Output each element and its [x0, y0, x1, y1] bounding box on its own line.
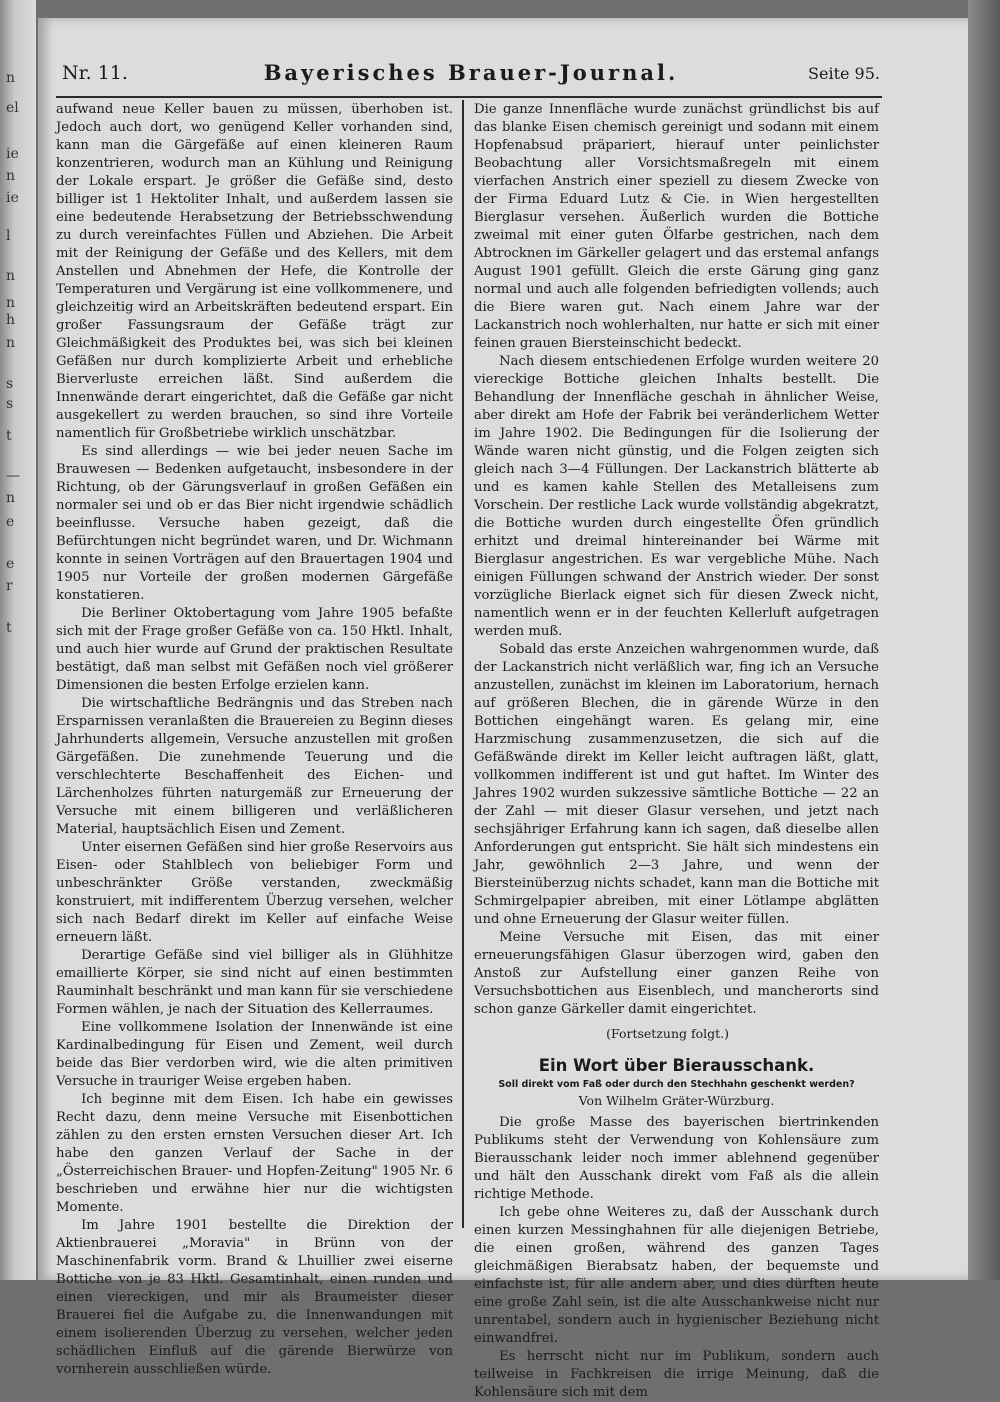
paragraph: Es sind allerdings — wie bei jeder neuen Sache im Brauwesen — Bedenken aufgetaucht, insbesondere in der Richtung, ob der Gärungsverlauf in großen Gefäßen ein normaler sei und ob er das Bier nicht irgendwie schädlich beeinflusse. Versuche haben gezeigt, daß die Befürchtungen nicht begründet waren, und Dr. Wichmann konnte in seinen Vorträgen auf den Brauertagen 1904 und 1905 nur Vorteile der großen modernen Gärgefäße konstatieren.: [56, 444, 453, 603]
article-subtitle: Soll direkt vom Faß oder durch den Stechhahn geschenkt werden?: [498, 1079, 855, 1090]
paragraph: Unter eisernen Gefäßen sind hier große Reservoirs aus Eisen- oder Stahlblech von beliebiger Form und unbeschränkter Größe verstanden, zweckmäßig konstruiert, mit indifferentem Überzug versehen, welcher sich nach Bedarf direkt im Keller auf einfache Weise erneuern läßt.: [56, 840, 453, 945]
edge-fragment: h: [6, 312, 16, 328]
article-author: Von Wilhelm Gräter-Würzburg.: [578, 1093, 775, 1108]
edge-fragment: s: [6, 396, 14, 412]
edge-fragment: r: [6, 578, 13, 594]
paragraph: Im Jahre 1901 bestellte die Direktion der Aktienbrauerei „Moravia" in Brünn von der Maschinenfabrik vorm. Brand & Lhuillier zwei eiserne Bottiche von je 83 Hktl. Gesamtinhalt, einen runden und einen viereckigen, und mir als Braumeister dieser Brauerei fiel die Aufgabe zu, die Innenwandungen mit einem isolierenden Überzug zu versehen, welcher jeden schädlichen Einfluß auf die gärende Bierwürze von vornherein ausschließen würde.: [56, 1218, 453, 1377]
edge-fragment: n: [6, 168, 16, 184]
paragraph: Es herrscht nicht nur im Publikum, sondern auch teilweise in Fachkreisen die irrige Meinung, daß die Kohlensäure sich mit dem: [474, 1349, 879, 1400]
edge-fragment: ie: [6, 146, 19, 162]
header-rule: [56, 96, 882, 98]
paragraph: Die große Masse des bayerischen biertrinkenden Publikums steht der Verwendung von Kohlensäure zum Bierausschank leider noch immer ablehnend gegenüber und hält den Ausschank direkt vom Faß als die allein richtige Methode.: [474, 1115, 879, 1202]
paragraph: aufwand neue Keller bauen zu müssen, überhoben ist. Jedoch auch dort, wo genügend Keller vorhanden sind, kann man die Gärgefäße auf einen kleineren Raum konzentrieren, wodurch man an Kühlung und Reinigung der Lokale erspart. Je größer die Gefäße sind, desto billiger ist 1 Hektoliter Inhalt, und außerdem lassen sie eine bedeutende Herabsetzung der Betriebsschwendung zu durch vereinfachtes Füllen und Abziehen. Die Arbeit mit der Reinigung der Gefäße und des Kellers, mit dem Anstellen und Abnehmen der Hefe, die Kontrolle der Temperaturen und Vergärung ist eine vollkommenere, und gleichzeitig wird an Arbeitskräften bedeutend erspart. Ein großer Fassungsraum der Gefäße trägt zur Gleichmäßigkeit des Produktes bei, was sich bei kleinen Gefäßen nur durch komplizierte Arbeit und erhebliche Bierverluste erreichen läßt. Sind außerdem die Innenwände derart eingerichtet, daß die Gefäße gar nicht ausgekellert zu werden brauchen, so sind ihre Vorteile namentlich für Großbetriebe wirklich unschätzbar.: [56, 102, 453, 441]
paragraph: Die wirtschaftliche Bedrängnis und das Streben nach Ersparnissen veranlaßten die Brauereien zu Beginn dieses Jahrhunderts allgemein, Versuche anzustellen mit großen Gärgefäßen. Die zunehmende Teuerung und die verschlechterte Beschaffenheit des Eichen- und Lärchenholzes führten naturgemäß zur Erneuerung der Versuche mit einem billigeren und verläßlicheren Material, hauptsächlich Eisen und Zement.: [56, 696, 453, 837]
paragraph: Nach diesem entschiedenen Erfolge wurden weitere 20 viereckige Bottiche gleichen Inhalts bestellt. Die Behandlung der Innenfläche geschah in ähnlicher Weise, aber direkt am Hofe der Fabrik bei veränderlichem Wetter im Jahre 1902. Die Bedingungen für die Isolierung der Wände waren nicht günstig, und die Folgen zeigten sich gleich nach 3—4 Füllungen. Der Lackanstrich blätterte ab und es kamen kahle Stellen des Metalleisens zum Vorschein. Der restliche Lack wurde vollständig abgekratzt, die Bottiche wurden durch eingestellte Öfen gründlich erhitzt und dreimal hintereinander bei Wärme mit Bierglasur angestrichen. Es war vergebliche Mühe. Nach einigen Füllungen schwand der Anstrich wieder. Der sonst vorzügliche Bierlack eignet sich für diesen Zweck nicht, namentlich wenn er in der feuchten Kellerluft aufgetragen werden muß.: [474, 354, 879, 639]
issue-number: Nr. 11.: [62, 62, 128, 84]
edge-fragment: e: [6, 514, 15, 530]
continuation-note: (Fortsetzung folgt.): [606, 1026, 729, 1041]
column-divider: [462, 100, 464, 1228]
paragraph: Sobald das erste Anzeichen wahrgenommen wurde, daß der Lackanstrich nicht verläßlich war, fing ich an Versuche anzustellen, zunächst im kleinen im Laboratorium, hernach auf größeren Blechen, die in gärende Würze in den Bottichen eingehängt waren. Es gelang mir, eine Harzmischung zusammenzusetzen, die sich auf die Gefäßwände direkt im Keller leicht auftragen läßt, glatt, vollkommen indifferent ist und gut haftet. Im Winter des Jahres 1902 wurden sukzessive sämtliche Bottiche — 22 an der Zahl — mit dieser Glasur versehen, und jetzt nach sechsjähriger Erfahrung kann ich sagen, daß dieselbe allen Anforderungen gut entspricht. Sie hält sich mindestens ein Jahr, gewöhnlich 2—3 Jahre, und wenn der Biersteinüberzug nichts schadet, kann man die Bottiche mit Schmirgelpapier abreiben, mit einer Lötlampe abglätten und ohne Erneuerung der Glasur weiter füllen.: [474, 642, 879, 927]
edge-fragment: ie: [6, 190, 19, 206]
paragraph: Die Berliner Oktobertagung vom Jahre 1905 befaßte sich mit der Frage großer Gefäße von ca. 150 Hktl. Inhalt, und auch hier wurde auf Grund der praktischen Resultate bestätigt, daß man selbst mit Gefäßen noch viel größerer Dimensionen die besten Erfolge erzielen kann.: [56, 606, 453, 693]
edge-fragment: el: [6, 100, 19, 116]
paragraph: Derartige Gefäße sind viel billiger als in Glühhitze emaillierte Körper, sie sind nicht auf einen bestimmten Rauminhalt beschränkt und man kann für sie verschiedene Formen wählen, je nach der Situation des Kellerraumes.: [56, 948, 453, 1017]
paragraph: Meine Versuche mit Eisen, das mit einer erneuerungsfähigen Glasur überzogen wird, gaben den Anstoß zur Aufstellung einer ganzen Reihe von Versuchsbottichen aus Eisenblech, und mancherorts sind schon ganze Gärkeller damit eingerichtet.: [474, 930, 879, 1017]
edge-fragment: n: [6, 268, 16, 284]
paragraph: Ich gebe ohne Weiteres zu, daß der Ausschank durch einen kurzen Messinghahnen für alle diejenigen Betriebe, die einen großen, während des ganzen Tages gleichmäßigen Bierabsatz haben, der bequemste und einfachste ist, für alle andern aber, und dies dürften heute eine große Zahl sein, ist die alte Ausschankweise nicht nur unrentabel, sondern auch in hygienischer Beziehung nicht einwandfrei.: [474, 1205, 879, 1346]
paragraph: Eine vollkommene Isolation der Innenwände ist eine Kardinalbedingung für Eisen und Zement, weil durch beide das Bier verdorben wird, wie die alten primitiven Versuche in trauriger Weise ergeben haben.: [56, 1020, 453, 1089]
journal-title: Bayerisches Brauer-Journal.: [263, 60, 679, 85]
right-column: [474, 101, 879, 1402]
edge-fragment: —: [6, 468, 20, 484]
edge-fragment: l: [6, 228, 11, 244]
left-column: [56, 101, 453, 1379]
edge-fragment: s: [6, 376, 14, 392]
edge-fragment: n: [6, 70, 16, 86]
edge-fragment: n: [6, 335, 16, 351]
article-title: Ein Wort über Bierausschank.: [538, 1056, 815, 1075]
edge-fragment: n: [6, 490, 16, 506]
edge-fragment: t: [6, 428, 12, 444]
page-number: Seite 95.: [808, 64, 880, 83]
previous-page-edge: [0, 0, 36, 1280]
continuation-note-row: [474, 1025, 879, 1043]
edge-fragment: e: [6, 556, 15, 572]
page-header: [62, 60, 880, 90]
edge-fragment: t: [6, 620, 12, 636]
edge-fragment: n: [6, 295, 16, 311]
page-binding-shadow: [968, 0, 1000, 1280]
paragraph: Die ganze Innenfläche wurde zunächst gründlichst bis auf das blanke Eisen chemisch gereinigt und sodann mit einem Hopfenabsud präpariert, hierauf unter peinlichster Beobachtung aller Vorsichtsmaßregeln mit einem vierfachen Anstrich einer speziell zu diesem Zwecke von der Firma Eduard Lutz & Cie. in Wien hergestellten Bierglasur versehen. Äußerlich wurden die Bottiche zweimal mit einer guten Ölfarbe gestrichen, nach dem Abtrocknen im Gärkeller gelagert und das erstemal anfangs August 1901 gefüllt. Gleich die erste Gärung ging ganz normal und auch alle folgenden befriedigten vollends; auch die Biere waren gut. Nach einem Jahre war der Lackanstrich noch wohlerhalten, nur hatte er sich mit einer feinen grauen Biersteinschicht bedeckt.: [474, 102, 879, 351]
paragraph: Ich beginne mit dem Eisen. Ich habe ein gewisses Recht dazu, denn meine Versuche mit Eisenbottichen zählen zu den ersten ernsten Versuchen dieser Art. Ich habe den ganzen Verlauf der Sache in der „Österreichischen Brauer- und Hopfen-Zeitung" 1905 Nr. 6 beschrieben und erwähne hier nur die wichtigsten Momente.: [56, 1092, 453, 1215]
